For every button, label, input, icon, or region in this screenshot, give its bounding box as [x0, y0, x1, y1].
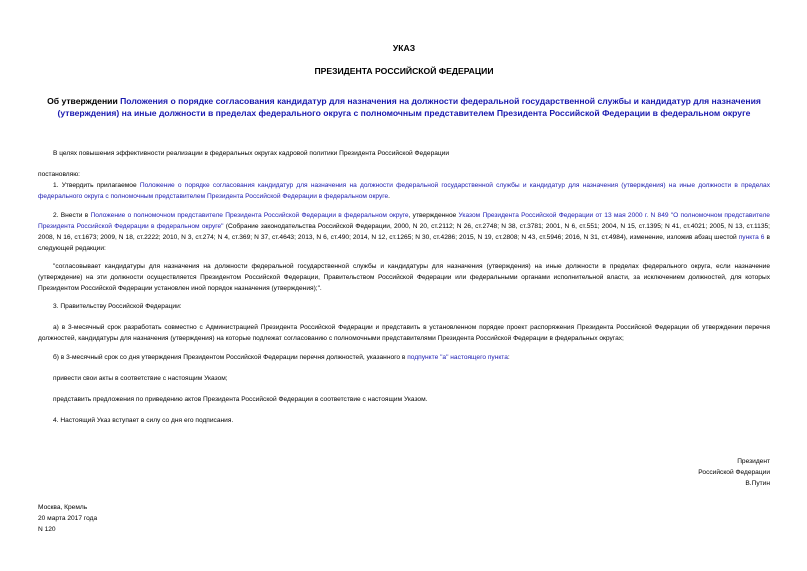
item-2-link-point[interactable]: пункта 6	[738, 234, 765, 241]
subject-prefix: Об утверждении	[47, 96, 121, 106]
place-city: Москва, Кремль	[38, 504, 88, 511]
item-2-text-d: в следующей редакции:	[38, 234, 770, 252]
item-2-text-c: (Собрание законодательства Российской Федерации, 2000, N 20, ст.2112; N 26, ст.2748; N 38, ст.3781; 2001, N 6, ст.551; 2004, N 15, ст.1395; N 41, ст.4021; 2005, N 13, ст.1135; 2008, N 16, ст.1673; 2009, N 18, ст.2222; 2010, N 3, ст.274; N 4, ст.369; N 37, ст.4643; 2013, N 6, ст.490; 2014, N 12, ст.1265; N 30, ст.4286; 2015, N 19, ст.2808; N 43, ст.5946; 2016, N 31, ст.4984), изменение, изложив абзац шестой	[38, 223, 770, 241]
decree-number: N 120	[38, 526, 56, 533]
item-3b-end: :	[507, 354, 510, 361]
item-3b-2: представить предложения по приведению актов Президента Российской Федерации в соответствие с настоящим Указом.	[53, 396, 428, 403]
quoted-amendment: "согласовывает кандидатуры для назначения на должности федеральной государственной службы и кандидатуры для назначения (утверждения) на иные должности в пределах федерального округа, если назначение (утверждение) на эти должности осуществляется Президентом Российской Федерации, Правительством Российской Федерации или федеральными органами исполнительной власти, за исключением должностей, для которых Президентом Российской Федерации установлен иной порядок назначения (утверждения);".	[38, 263, 770, 292]
issuer-title: ПРЕЗИДЕНТА РОССИЙСКОЙ ФЕДЕРАЦИИ	[314, 66, 494, 76]
item-3: 3. Правительству Российской Федерации:	[53, 303, 182, 310]
signature-country: Российской Федерации	[698, 469, 770, 476]
signature-title: Президент	[737, 458, 770, 465]
decree-word: постановляю:	[38, 171, 81, 178]
item-2-link-decree[interactable]: Указом Президента Российской Федерации от 13 мая 2000 г. N 849 "О полномочном представителе Президента Российской Федерации в федеральном округе"	[38, 212, 770, 230]
item-3b	[38, 352, 770, 363]
item-2-text-a: 2. Внести в	[53, 212, 91, 219]
item-3b-link[interactable]: подпункте "а" настоящего пункта	[407, 354, 508, 361]
item-3b-1: привести свои акты в соответствие с настоящим Указом;	[53, 375, 228, 382]
item-3b-text: б) в 3-месячный срок со дня утверждения Президентом Российской Федерации перечня должностей, указанного в	[53, 354, 408, 361]
item-3a: а) в 3-месячный срок разработать совместно с Администрацией Президента Российской Федерации и представить в установленном порядке проект распоряжения Президента Российской Федерации об утверждении перечня должностей, кандидатуры для назначения (утверждения) на которые подлежат согласованию с полномочными представителями Президента Российской Федерации в федеральных округах;	[38, 324, 770, 342]
decree-subject	[38, 95, 770, 119]
place-date: 20 марта 2017 года	[38, 515, 98, 522]
item-1	[38, 180, 770, 202]
subject-link[interactable]: Положения о порядке согласования кандидатур для назначения на должности федеральной государственной службы и кандидатур для назначения (утверждения) на иные должности в пределах федерального округа с полномочным представителем Президента Российской Федерации в федеральном округе	[57, 96, 761, 118]
preamble: В целях повышения эффективности реализации в федеральных округах кадровой политики Президента Российской Федерации	[53, 150, 450, 157]
item-1-text: 1. Утвердить прилагаемое	[53, 182, 140, 189]
item-1-end: .	[388, 193, 391, 200]
signature-name: В.Путин	[745, 480, 770, 487]
item-2-text-b: , утвержденное	[408, 212, 459, 219]
item-4: 4. Настоящий Указ вступает в силу со дня его подписания.	[53, 417, 234, 424]
item-2-link-regulation[interactable]: Положение о полномочном представителе Президента Российской Федерации в федеральном округе	[90, 212, 409, 219]
item-2	[38, 210, 770, 254]
item-1-link[interactable]: Положение о порядке согласования кандидатур для назначения на должности федеральной государственной службы и кандидатур для назначения (утверждения) на иные должности в пределах федерального округа с полномочным представителем Президента Российской Федерации в федеральном округе	[38, 182, 770, 200]
decree-title: УКАЗ	[392, 43, 416, 53]
